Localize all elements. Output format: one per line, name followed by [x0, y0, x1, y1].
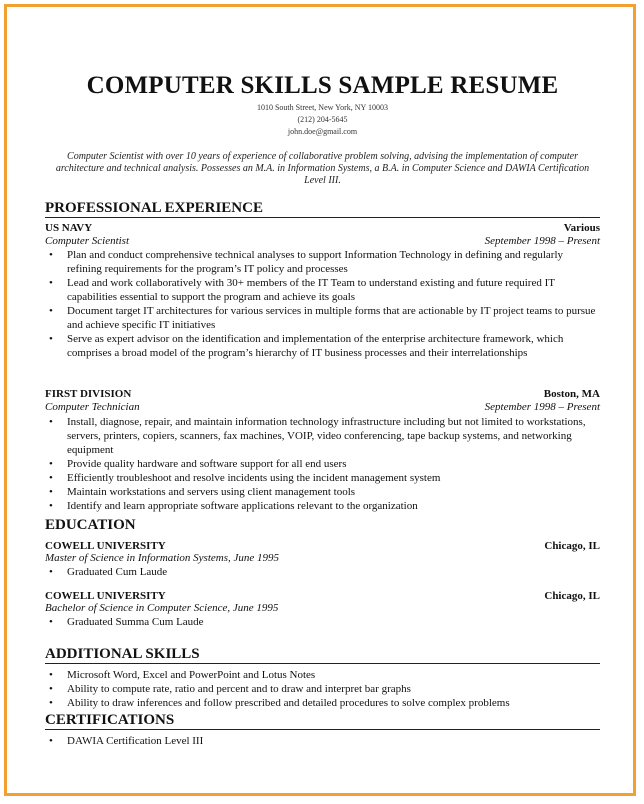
list-item: • Serve as expert advisor on the identification and implementation of the enterprise architecture framework, which comprises a broad model of the program’s hierarchy of IT business processes and their interrelationships	[49, 333, 564, 359]
job-role: Computer Technician	[45, 401, 140, 413]
school-name: COWELL UNIVERSITY	[45, 590, 166, 602]
section-heading-certifications: CERTIFICATIONS	[45, 712, 600, 730]
resume-title: COMPUTER SKILLS SAMPLE RESUME	[86, 72, 559, 99]
list-item: • Microsoft Word, Excel and PowerPoint and Lotus Notes	[49, 669, 316, 681]
job-location: Various	[563, 222, 600, 234]
section-heading-skills: ADDITIONAL SKILLS	[45, 646, 600, 664]
school-degree: Master of Science in Information Systems, June 1995	[45, 552, 280, 564]
list-item: • DAWIA Certification Level III	[49, 735, 204, 747]
certifications-list	[45, 734, 600, 748]
job-org: US NAVY	[45, 222, 93, 234]
school-name: COWELL UNIVERSITY	[45, 540, 166, 552]
job-location: Boston, MA	[543, 388, 600, 400]
list-item: • Maintain workstations and servers using client management tools	[49, 486, 356, 498]
job-role: Computer Scientist	[45, 235, 130, 247]
section-heading-experience: PROFESSIONAL EXPERIENCE	[45, 200, 600, 218]
school-location: Chicago, IL	[544, 590, 600, 602]
job-header	[45, 222, 600, 235]
address: 1010 South Street, New York, NY 10003	[256, 103, 389, 112]
list-item: • Graduated Summa Cum Laude	[49, 616, 204, 628]
job-org: FIRST DIVISION	[45, 388, 132, 400]
skills-list	[45, 668, 600, 710]
email: john.doe@gmail.com	[287, 127, 358, 136]
school-bullets	[45, 615, 600, 629]
list-item: • Plan and conduct comprehensive technical analyses to support Information Technology in defining and regularly refining requirements for the program’s IT policy and processes	[49, 249, 564, 275]
section-heading-education: EDUCATION	[45, 517, 136, 533]
job-bullets	[45, 248, 600, 360]
job-subheader	[45, 235, 600, 248]
list-item: • Document target IT architectures for various services in multiple forms that are actionable by IT project teams to pursue and achieve specific IT initiatives	[49, 305, 596, 331]
list-item: • Graduated Cum Laude	[49, 566, 168, 578]
job-dates: September 1998 – Present	[484, 235, 600, 247]
list-item: • Identify and learn appropriate software applications relevant to the organization	[49, 500, 418, 512]
school-bullets	[45, 565, 600, 579]
list-item: • Install, diagnose, repair, and maintain information technology infrastructure including but not limited to workstations, servers, printers, copiers, scanners, fax machines, VOIP, video conferencing, tape backup systems, and networking equipment	[49, 416, 586, 456]
school-location: Chicago, IL	[544, 540, 600, 552]
summary: Computer Scientist with over 10 years of experience of collaborative problem solving, advising the implementation of computer architecture and technical analysis. Possesses an M.A. in Information Systems, a B.A. in Computer Science and DAWIA Certification Level III.	[55, 151, 590, 186]
phone: (212) 204-5645	[297, 115, 348, 124]
job-header	[45, 388, 600, 401]
list-item: • Efficiently troubleshoot and resolve incidents using the incident management system	[49, 472, 441, 484]
list-item: • Ability to draw inferences and follow prescribed and detailed procedures to solve complex problems	[49, 697, 510, 709]
job-dates: September 1998 – Present	[484, 401, 600, 413]
job-subheader	[45, 401, 600, 414]
school-degree: Bachelor of Science in Computer Science, June 1995	[45, 602, 279, 614]
job-bullets	[45, 415, 600, 513]
list-item: • Ability to compute rate, ratio and percent and to draw and interpret bar graphs	[49, 683, 411, 695]
list-item: • Provide quality hardware and software support for all end users	[49, 458, 347, 470]
list-item: • Lead and work collaboratively with 30+ members of the IT Team to understand existing and future required IT capabilities essential to support the program and achieve its goals	[49, 277, 555, 303]
